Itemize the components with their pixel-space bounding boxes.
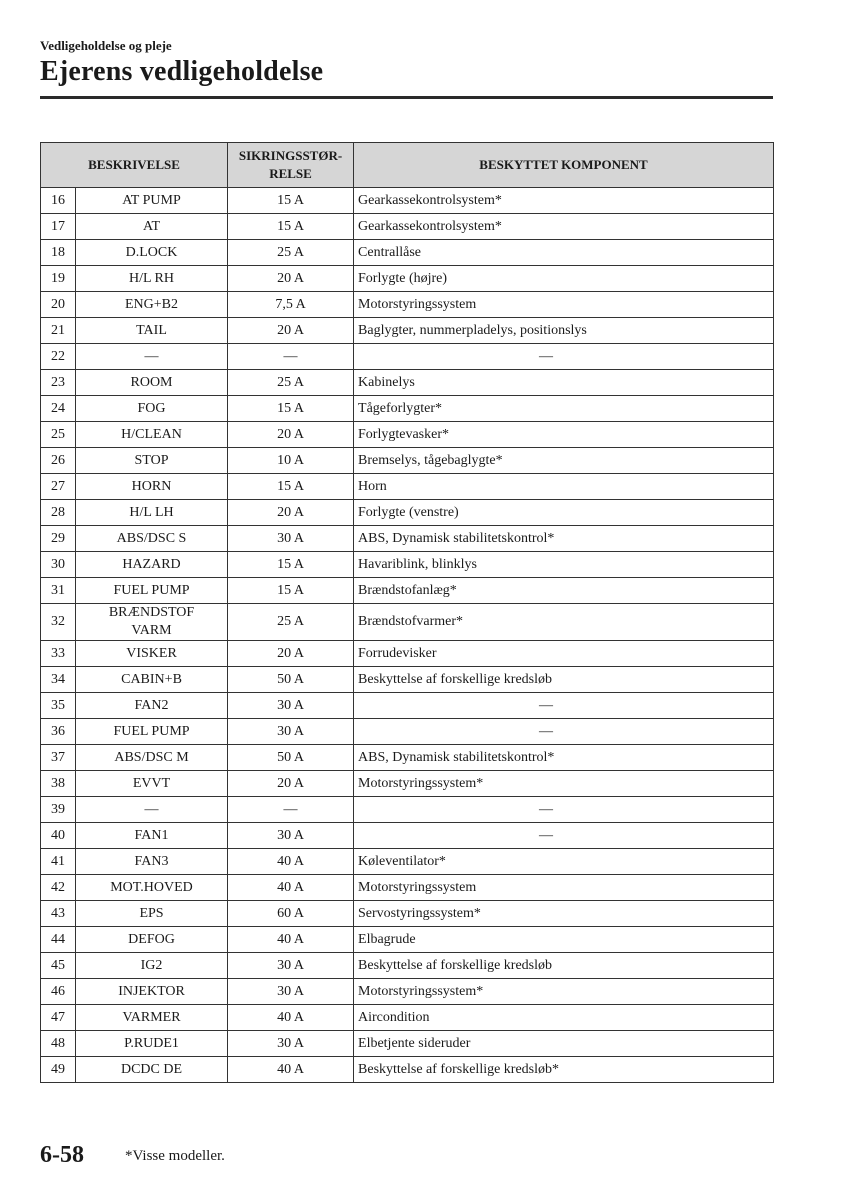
- table-row: [41, 474, 774, 500]
- table-row: [41, 526, 774, 552]
- fuse-size-cell: 40 A: [228, 875, 354, 901]
- fuse-description-cell: D.LOCK: [76, 240, 228, 266]
- fuse-size-cell: 20 A: [228, 771, 354, 797]
- fuse-description-cell: HORN: [76, 474, 228, 500]
- fuse-size-cell: 25 A: [228, 240, 354, 266]
- table-row: [41, 448, 774, 474]
- fuse-description-cell: EPS: [76, 901, 228, 927]
- fuse-size-cell: 40 A: [228, 1057, 354, 1083]
- protected-component-cell: Baglygter, nummerpladelys, positionslys: [354, 318, 774, 344]
- fuse-number-cell: 44: [41, 927, 76, 953]
- fuse-number-cell: 49: [41, 1057, 76, 1083]
- fuse-description-cell: P.RUDE1: [76, 1031, 228, 1057]
- protected-component-cell: Beskyttelse af forskellige kredsløb: [354, 667, 774, 693]
- table-row: [41, 823, 774, 849]
- protected-component-cell: Gearkassekontrolsystem*: [354, 214, 774, 240]
- table-row: [41, 1005, 774, 1031]
- table-row: [41, 240, 774, 266]
- fuse-description-cell: VISKER: [76, 641, 228, 667]
- title-divider: [40, 96, 773, 99]
- fuse-description-cell: TAIL: [76, 318, 228, 344]
- fuse-table: [40, 142, 774, 1083]
- fuse-description-cell: IG2: [76, 953, 228, 979]
- section-label: Vedligeholdelse og pleje: [40, 38, 172, 53]
- protected-component-cell: Elbagrude: [354, 927, 774, 953]
- fuse-number-cell: 25: [41, 422, 76, 448]
- table-row: [41, 641, 774, 667]
- table-row: [41, 214, 774, 240]
- table-row: [41, 578, 774, 604]
- fuse-description-cell: FUEL PUMP: [76, 578, 228, 604]
- header-fuse-size-label: SIKRINGSSTØR- RELSE: [238, 148, 343, 181]
- table-row: [41, 953, 774, 979]
- fuse-size-cell: 30 A: [228, 823, 354, 849]
- fuse-description-cell: FAN3: [76, 849, 228, 875]
- header-protected-component: [354, 143, 774, 188]
- fuse-table-body: [41, 188, 774, 1083]
- table-row: [41, 318, 774, 344]
- fuse-description-cell: ROOM: [76, 370, 228, 396]
- table-row: [41, 875, 774, 901]
- fuse-number-cell: 46: [41, 979, 76, 1005]
- table-row: [41, 1031, 774, 1057]
- table-row: [41, 797, 774, 823]
- protected-component-cell: —: [354, 823, 774, 849]
- page-number: 6-58: [40, 1142, 84, 1168]
- protected-component-cell: Centrallåse: [354, 240, 774, 266]
- fuse-number-cell: 27: [41, 474, 76, 500]
- fuse-description-cell: AT: [76, 214, 228, 240]
- protected-component-cell: Forlygte (venstre): [354, 500, 774, 526]
- fuse-size-cell: 20 A: [228, 641, 354, 667]
- fuse-size-cell: 15 A: [228, 578, 354, 604]
- fuse-size-cell: 30 A: [228, 719, 354, 745]
- fuse-size-cell: 60 A: [228, 901, 354, 927]
- fuse-size-cell: 50 A: [228, 745, 354, 771]
- table-row: [41, 1057, 774, 1083]
- fuse-description-cell: FAN2: [76, 693, 228, 719]
- header-description-label: BESKRIVELSE: [88, 157, 180, 172]
- protected-component-cell: Forrudevisker: [354, 641, 774, 667]
- fuse-number-cell: 43: [41, 901, 76, 927]
- fuse-description-cell: HAZARD: [76, 552, 228, 578]
- header-fuse-size: [228, 143, 354, 188]
- fuse-size-cell: 40 A: [228, 927, 354, 953]
- fuse-number-cell: 33: [41, 641, 76, 667]
- fuse-number-cell: 41: [41, 849, 76, 875]
- protected-component-cell: Motorstyringssystem*: [354, 979, 774, 1005]
- fuse-size-cell: —: [228, 797, 354, 823]
- protected-component-cell: Beskyttelse af forskellige kredsløb: [354, 953, 774, 979]
- protected-component-cell: Havariblink, blinklys: [354, 552, 774, 578]
- protected-component-cell: Forlygtevasker*: [354, 422, 774, 448]
- fuse-size-cell: 30 A: [228, 1031, 354, 1057]
- fuse-description-cell: —: [76, 344, 228, 370]
- fuse-description-cell: AT PUMP: [76, 188, 228, 214]
- fuse-description-cell: VARMER: [76, 1005, 228, 1031]
- protected-component-cell: —: [354, 719, 774, 745]
- table-row: [41, 396, 774, 422]
- protected-component-cell: Motorstyringssystem*: [354, 771, 774, 797]
- fuse-number-cell: 18: [41, 240, 76, 266]
- fuse-description-cell: STOP: [76, 448, 228, 474]
- protected-component-cell: Tågeforlygter*: [354, 396, 774, 422]
- fuse-size-cell: 30 A: [228, 693, 354, 719]
- fuse-size-cell: —: [228, 344, 354, 370]
- protected-component-cell: Beskyttelse af forskellige kredsløb*: [354, 1057, 774, 1083]
- fuse-size-cell: 15 A: [228, 552, 354, 578]
- table-row: [41, 745, 774, 771]
- protected-component-cell: ABS, Dynamisk stabilitetskontrol*: [354, 745, 774, 771]
- fuse-number-cell: 20: [41, 292, 76, 318]
- fuse-number-cell: 28: [41, 500, 76, 526]
- fuse-number-cell: 17: [41, 214, 76, 240]
- table-row: [41, 849, 774, 875]
- fuse-number-cell: 48: [41, 1031, 76, 1057]
- fuse-number-cell: 26: [41, 448, 76, 474]
- table-row: [41, 927, 774, 953]
- protected-component-cell: Brændstofanlæg*: [354, 578, 774, 604]
- page-title: Ejerens vedligeholdelse: [40, 56, 324, 87]
- fuse-size-cell: 15 A: [228, 396, 354, 422]
- table-row: [41, 552, 774, 578]
- table-row: [41, 292, 774, 318]
- table-row: [41, 422, 774, 448]
- fuse-number-cell: 36: [41, 719, 76, 745]
- fuse-number-cell: 21: [41, 318, 76, 344]
- fuse-number-cell: 38: [41, 771, 76, 797]
- fuse-size-cell: 30 A: [228, 979, 354, 1005]
- fuse-number-cell: 23: [41, 370, 76, 396]
- table-row: [41, 344, 774, 370]
- fuse-number-cell: 32: [41, 604, 76, 641]
- protected-component-cell: —: [354, 797, 774, 823]
- fuse-number-cell: 31: [41, 578, 76, 604]
- fuse-number-cell: 29: [41, 526, 76, 552]
- fuse-size-cell: 7,5 A: [228, 292, 354, 318]
- fuse-description-cell: CABIN+B: [76, 667, 228, 693]
- fuse-size-cell: 25 A: [228, 370, 354, 396]
- fuse-size-cell: 15 A: [228, 474, 354, 500]
- fuse-size-cell: 10 A: [228, 448, 354, 474]
- fuse-description-cell: ABS/DSC S: [76, 526, 228, 552]
- table-header-row: [41, 143, 774, 188]
- table-row: [41, 719, 774, 745]
- fuse-number-cell: 42: [41, 875, 76, 901]
- table-row: [41, 979, 774, 1005]
- fuse-description-cell: INJEKTOR: [76, 979, 228, 1005]
- fuse-number-cell: 45: [41, 953, 76, 979]
- fuse-number-cell: 24: [41, 396, 76, 422]
- fuse-description-cell: H/L LH: [76, 500, 228, 526]
- protected-component-cell: Horn: [354, 474, 774, 500]
- fuse-size-cell: 40 A: [228, 1005, 354, 1031]
- fuse-size-cell: 40 A: [228, 849, 354, 875]
- protected-component-cell: ABS, Dynamisk stabilitetskontrol*: [354, 526, 774, 552]
- table-row: [41, 500, 774, 526]
- fuse-description-cell: FUEL PUMP: [76, 719, 228, 745]
- fuse-number-cell: 39: [41, 797, 76, 823]
- table-row: [41, 188, 774, 214]
- protected-component-cell: Elbetjente sideruder: [354, 1031, 774, 1057]
- fuse-size-cell: 50 A: [228, 667, 354, 693]
- fuse-number-cell: 16: [41, 188, 76, 214]
- fuse-size-cell: 15 A: [228, 214, 354, 240]
- table-row: [41, 604, 774, 641]
- table-row: [41, 693, 774, 719]
- fuse-description-cell: BRÆNDSTOF VARM: [76, 604, 228, 641]
- table-row: [41, 667, 774, 693]
- protected-component-cell: —: [354, 344, 774, 370]
- fuse-size-cell: 30 A: [228, 953, 354, 979]
- fuse-size-cell: 20 A: [228, 318, 354, 344]
- fuse-description-cell: H/CLEAN: [76, 422, 228, 448]
- fuse-description-cell: DEFOG: [76, 927, 228, 953]
- protected-component-cell: Motorstyringssystem: [354, 292, 774, 318]
- fuse-size-cell: 15 A: [228, 188, 354, 214]
- table-row: [41, 901, 774, 927]
- protected-component-cell: Køleventilator*: [354, 849, 774, 875]
- fuse-description-cell: EVVT: [76, 771, 228, 797]
- fuse-number-cell: 19: [41, 266, 76, 292]
- fuse-size-cell: 30 A: [228, 526, 354, 552]
- fuse-size-cell: 25 A: [228, 604, 354, 641]
- fuse-description-cell: FAN1: [76, 823, 228, 849]
- fuse-description-cell: —: [76, 797, 228, 823]
- protected-component-cell: Forlygte (højre): [354, 266, 774, 292]
- protected-component-cell: Servostyringssystem*: [354, 901, 774, 927]
- fuse-number-cell: 37: [41, 745, 76, 771]
- table-row: [41, 370, 774, 396]
- footnote: *Visse modeller.: [125, 1148, 225, 1164]
- protected-component-cell: Aircondition: [354, 1005, 774, 1031]
- fuse-size-cell: 20 A: [228, 422, 354, 448]
- fuse-description-cell: ABS/DSC M: [76, 745, 228, 771]
- protected-component-cell: —: [354, 693, 774, 719]
- fuse-description-cell: MOT.HOVED: [76, 875, 228, 901]
- fuse-description-cell: H/L RH: [76, 266, 228, 292]
- fuse-number-cell: 40: [41, 823, 76, 849]
- fuse-description-cell: ENG+B2: [76, 292, 228, 318]
- protected-component-cell: Brændstofvarmer*: [354, 604, 774, 641]
- fuse-number-cell: 47: [41, 1005, 76, 1031]
- protected-component-cell: Motorstyringssystem: [354, 875, 774, 901]
- fuse-size-cell: 20 A: [228, 500, 354, 526]
- fuse-number-cell: 30: [41, 552, 76, 578]
- fuse-description-cell: FOG: [76, 396, 228, 422]
- protected-component-cell: Kabinelys: [354, 370, 774, 396]
- fuse-description-cell: DCDC DE: [76, 1057, 228, 1083]
- fuse-number-cell: 22: [41, 344, 76, 370]
- header-protected-component-label: BESKYTTET KOMPONENT: [479, 157, 648, 172]
- protected-component-cell: Bremselys, tågebaglygte*: [354, 448, 774, 474]
- table-row: [41, 266, 774, 292]
- table-row: [41, 771, 774, 797]
- header-description: [41, 143, 228, 188]
- fuse-number-cell: 34: [41, 667, 76, 693]
- protected-component-cell: Gearkassekontrolsystem*: [354, 188, 774, 214]
- fuse-size-cell: 20 A: [228, 266, 354, 292]
- fuse-number-cell: 35: [41, 693, 76, 719]
